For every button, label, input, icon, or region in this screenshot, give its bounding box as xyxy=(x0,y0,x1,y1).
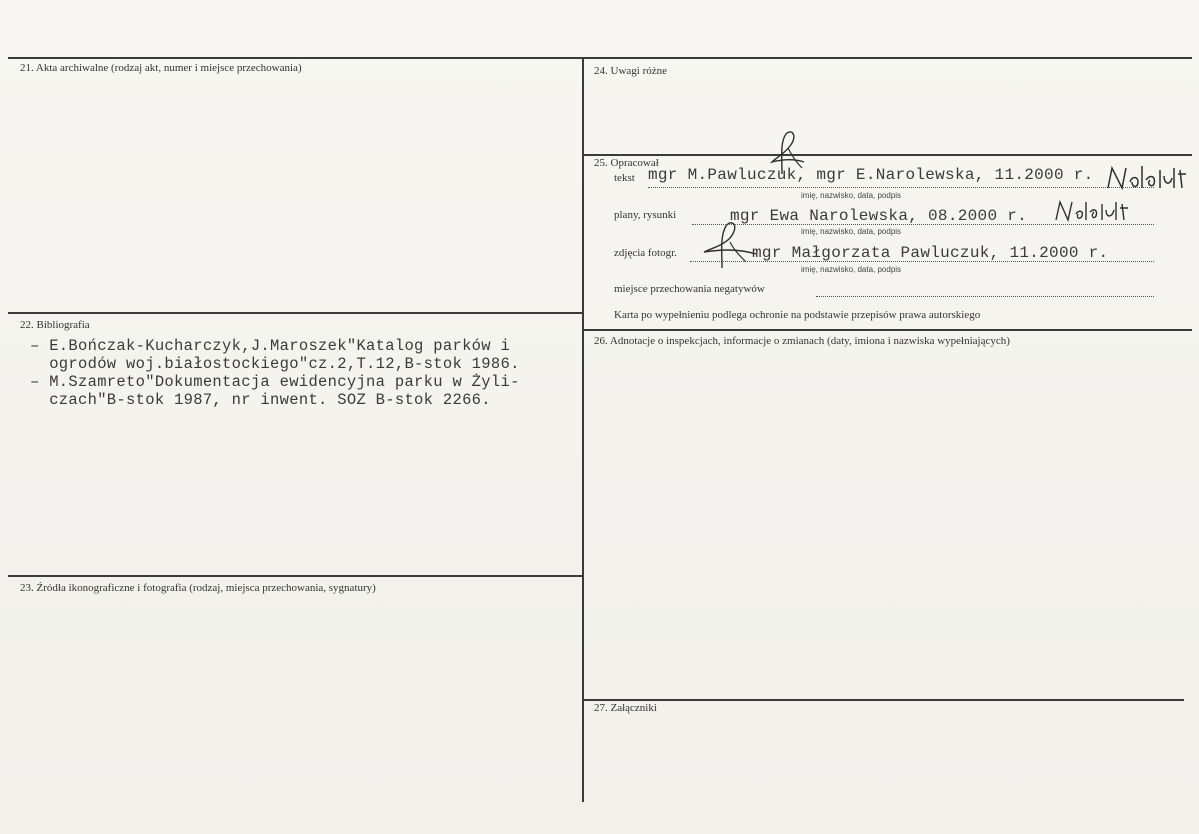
bibliography-line-2: ogrodów woj.białostockiego"cz.2,T.12,B-stok 1986. xyxy=(30,355,520,373)
divider-25-26 xyxy=(584,329,1192,331)
zdjecia-caption: imię, nazwisko, data, podpis xyxy=(801,265,902,274)
divider-21-22 xyxy=(8,312,584,314)
section-22-label: 22. Bibliografia xyxy=(20,319,90,331)
section-26-label: 26. Adnotacje o inspekcjach, informacje o zmianach (daty, imiona i nazwiska wypełniających) xyxy=(594,335,1010,347)
bibliography-line-1: – E.Bończak-Kucharczyk,J.Maroszek"Katalog parków i xyxy=(30,337,511,355)
negatywy-dotted-line xyxy=(816,296,1154,297)
signature-pawluczuk-2 xyxy=(700,218,760,270)
top-rule xyxy=(8,57,1192,59)
section-21-label: 21. Akta archiwalne (rodzaj akt, numer i miejsce przechowania) xyxy=(20,62,302,74)
zdjecia-label: zdjęcia fotogr. xyxy=(614,247,677,259)
tekst-value: mgr M.Pawluczuk, mgr E.Narolewska, 11.2000 r. xyxy=(648,166,1094,184)
divider-24-25 xyxy=(584,154,1192,156)
section-23-label: 23. Źródła ikonograficzne i fotografia (rodzaj, miejsca przechowania, sygnatury) xyxy=(20,582,376,594)
divider-26-27 xyxy=(584,699,1184,701)
plany-label: plany, rysunki xyxy=(614,209,677,221)
signature-narolewska-2 xyxy=(1052,198,1132,226)
signature-narolewska-1 xyxy=(1104,162,1190,194)
copyright-note: Karta po wypełnieniu podlega ochronie na podstawie przepisów prawa autorskiego xyxy=(614,309,981,321)
tekst-label: tekst xyxy=(614,172,635,184)
divider-22-23 xyxy=(8,575,584,577)
tekst-dotted-line xyxy=(648,187,1154,188)
signature-pawluczuk-1 xyxy=(768,128,808,176)
plany-caption: imię, nazwisko, data, podpis xyxy=(801,227,902,236)
bibliography-line-4: czach"B-stok 1987, nr inwent. SOZ B-stok 2266. xyxy=(30,391,491,409)
tekst-caption: imię, nazwisko, data, podpis xyxy=(801,191,902,200)
section-24-label: 24. Uwagi różne xyxy=(594,65,668,77)
zdjecia-value: mgr Małgorzata Pawluczuk, 11.2000 r. xyxy=(752,244,1109,262)
section-25-label: 25. Opracował xyxy=(594,157,659,169)
center-divider xyxy=(582,57,584,802)
bibliography-line-3: – M.Szamreto"Dokumentacja ewidencyjna parku w Żyli- xyxy=(30,373,520,391)
section-27-label: 27. Załączniki xyxy=(594,702,657,714)
negatywy-label: miejsce przechowania negatywów xyxy=(614,283,765,295)
plany-value: mgr Ewa Narolewska, 08.2000 r. xyxy=(730,207,1028,225)
